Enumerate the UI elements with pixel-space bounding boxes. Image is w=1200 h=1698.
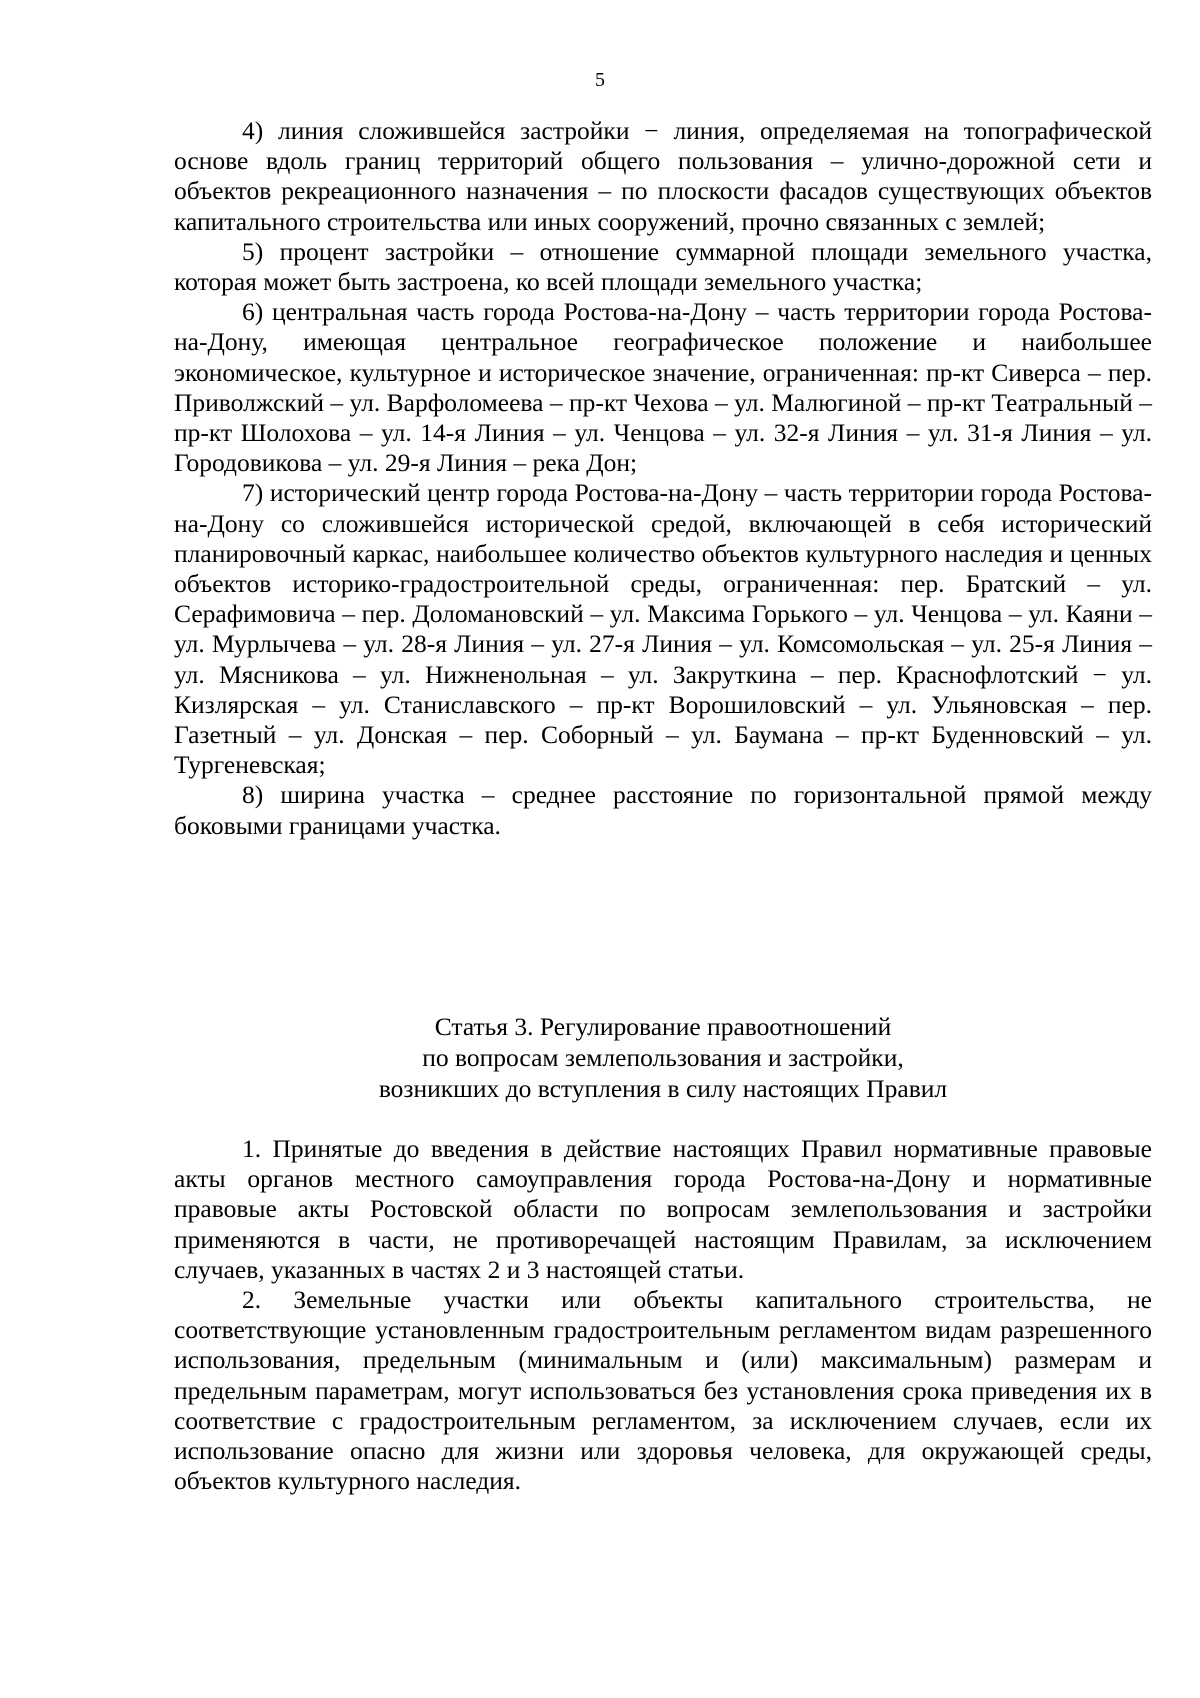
definition-item-8: 8) ширина участка – среднее расстояние по горизонтальной прямой между боковыми границами участка. [174,780,1152,840]
definition-item-6: 6) центральная часть города Ростова-на-Дону – часть территории города Ростова-на-Дону, имеющая центральное географическое положение и наибольшее экономическое, культурное и историческое значение, ограниченная: пр-кт Сиверса – пер. Приволжский – ул. Варфоломеева – пр-кт Чехова – ул. Малюгиной – пр-кт Театральный – пр-кт Шолохова – ул. 14-я Линия – ул. Ченцова – ул. 32-я Линия – ул. 31-я Линия – ул. Городовикова – ул. 29-я Линия – река Дон; [174,297,1152,478]
article-paragraph-2: 2. Земельные участки или объекты капитального строительства, не соответствующие установленным градостроительным регламентом видам разрешенного использования, предельным (минимальным и (или) максимальным) размерам и предельным параметрам, могут использоваться без установления срока приведения их в соответствие с градостроительным регламентом, за исключением случаев, если их использование опасно для жизни или здоровья человека, для окружающей среды, объектов культурного наследия. [174,1285,1152,1496]
definition-item-5: 5) процент застройки – отношение суммарной площади земельного участка, которая может быть застроена, ко всей площади земельного участка; [174,236,1152,297]
page-number: 5 [595,69,605,91]
definition-item-7: 7) исторический центр города Ростова-на-Дону – часть территории города Ростова-на-Дону со сложившейся исторической средой, включающей в себя исторический планировочный каркас, наибольшее количество объектов культурного наследия и ценных объектов историко-градостроительной среды, ограниченная: пер. Братский – ул. Серафимовича – пер. Доломановский – ул. Максима Горького – ул. Ченцова – ул. Каяни – ул. Мурлычева – ул. 28-я Линия – ул. 27-я Линия – ул. Комсомольская – ул. 25-я Линия – ул. Мясникова – ул. Нижненольная – ул. Закруткина – пер. Краснофлотский − ул. Кизлярская – ул. Станиславского – пр-кт Ворошиловский – ул. Ульяновская – пер. Газетный – ул. Донская – пер. Соборный – ул. Баумана – пр-кт Буденновский – ул. Тургеневская; [174,478,1152,780]
article-heading-line-3: возникших до вступления в силу настоящих Правил [378,1074,948,1103]
definitions-list [174,116,1152,841]
article-heading [174,1011,1152,1104]
definition-item-4: 4) линия сложившейся застройки − линия, определяемая на топографической основе вдоль границ территорий общего пользования – улично-дорожной сети и объектов рекреационного назначения – по плоскости фасадов существующих объектов капитального строительства или иных сооружений, прочно связанных с землей; [174,116,1152,236]
article-body [174,1134,1152,1496]
article-paragraph-1: 1. Принятые до введения в действие настоящих Правил нормативные правовые акты органов местного самоуправления города Ростова-на-Дону и нормативные правовые акты Ростовской области по вопросам землепользования и застройки применяются в части, не противоречащей настоящим Правилам, за исключением случаев, указанных в частях 2 и 3 настоящей статьи. [174,1134,1152,1284]
article-heading-line-2: по вопросам землепользования и застройки, [422,1043,904,1072]
article-heading-line-1: Статья 3. Регулирование правоотношений [434,1012,892,1041]
